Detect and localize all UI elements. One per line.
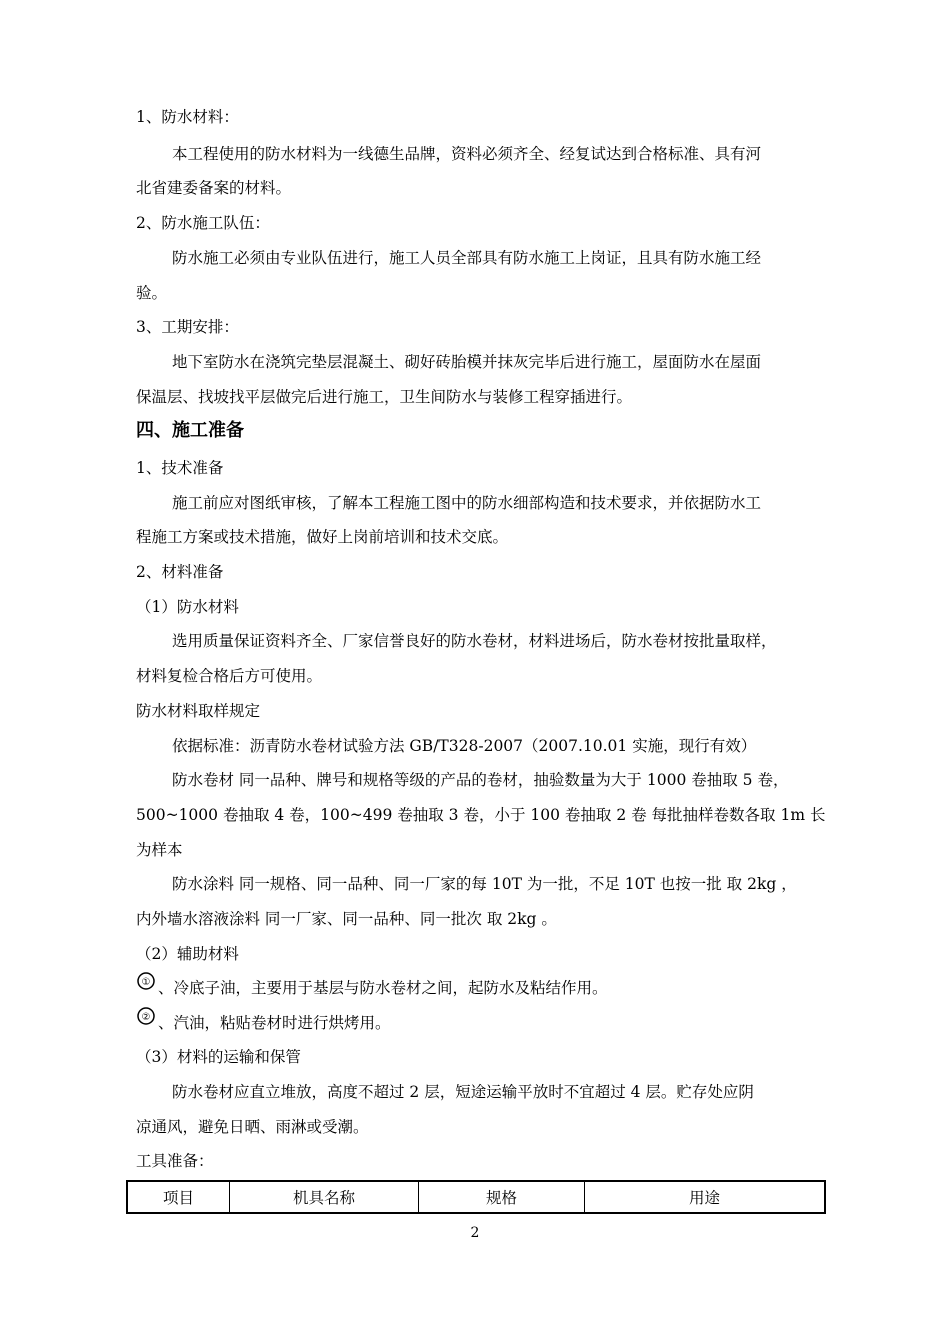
paragraph-line: 500~1000 卷抽取 4 卷，100~499 卷抽取 3 卷，小于 100 卷抽取 2 卷 每批抽样卷数各取 1m 长	[136, 806, 826, 824]
tools-table	[126, 1180, 826, 1214]
bullet-label: ①	[141, 977, 151, 988]
paragraph-line: 地下室防水在浇筑完垫层混凝土、砌好砖胎模并抹灰完毕后进行施工，屋面防水在屋面	[172, 353, 762, 371]
table-header-spec: 规格	[419, 1181, 585, 1213]
paragraph-line: 保温层、找坡找平层做完后进行施工，卫生间防水与装修工程穿插进行。	[136, 388, 633, 406]
paragraph-line: 北省建委备案的材料。	[136, 179, 292, 197]
subsection-title: （2）辅助材料	[136, 945, 239, 963]
subsection-title: （3）材料的运输和保管	[136, 1048, 301, 1066]
table-header-item: 项目	[127, 1181, 230, 1213]
table-header-tool-name: 机具名称	[230, 1181, 419, 1213]
numbered-bullet-2-icon	[136, 1007, 158, 1029]
paragraph-line: 防水卷材 同一品种、牌号和规格等级的产品的卷材，抽验数量为大于 1000 卷抽取 5 卷，	[172, 771, 789, 789]
paragraph-line: 验。	[136, 284, 168, 302]
paragraph-line: 内外墙水溶液涂料 同一厂家、同一品种、同一批次 取 2kg 。	[136, 910, 557, 928]
paragraph-line: 依据标准：沥青防水卷材试验方法 GB/T328-2007（2007.10.01 实施，现行有效）	[172, 737, 757, 755]
paragraph-line: 凉通风，避免日晒、雨淋或受潮。	[136, 1118, 369, 1136]
section-title-schedule: 3、工期安排：	[136, 318, 239, 336]
tools-title: 工具准备：	[136, 1152, 214, 1170]
paragraph-line: 防水施工必须由专业队伍进行，施工人员全部具有防水施工上岗证，且具有防水施工经	[172, 249, 762, 267]
paragraph-line: 材料复检合格后方可使用。	[136, 667, 323, 685]
numbered-bullet-1-icon	[136, 972, 158, 994]
paragraph-line: 、冷底子油，主要用于基层与防水卷材之间，起防水及粘结作用。	[158, 979, 608, 997]
paragraph-line: 为样本	[136, 841, 183, 859]
paragraph-line: 程施工方案或技术措施，做好上岗前培训和技术交底。	[136, 528, 509, 546]
paragraph-line: 选用质量保证资料齐全、厂家信誉良好的防水卷材，材料进场后，防水卷材按批量取样，	[172, 632, 777, 650]
paragraph-line: 施工前应对图纸审核，了解本工程施工图中的防水细部构造和技术要求，并依据防水工	[172, 494, 762, 512]
paragraph-line: 防水卷材应直立堆放，高度不超过 2 层，短途运输平放时不宜超过 4 层。贮存处应阴	[172, 1083, 754, 1101]
table-header-row	[127, 1181, 825, 1213]
section-title-construction-team: 2、防水施工队伍：	[136, 214, 270, 232]
chapter-heading: 四、施工准备	[136, 420, 244, 441]
subsection-title: （1）防水材料	[136, 598, 239, 616]
section-title-technical-prep: 1、技术准备	[136, 459, 224, 477]
section-title-waterproof-material: 1、防水材料：	[136, 108, 239, 126]
paragraph-line: 防水涂料 同一规格、同一品种、同一厂家的每 10T 为一批，不足 10T 也按一批 取 2kg ，	[172, 875, 797, 893]
bullet-label: ②	[141, 1012, 151, 1023]
page-number: 2	[470, 1225, 480, 1241]
subsection-title: 防水材料取样规定	[136, 702, 261, 720]
section-title-material-prep: 2、材料准备	[136, 563, 224, 581]
paragraph-line: 本工程使用的防水材料为一线德生品牌，资料必须齐全、经复试达到合格标准、具有河	[172, 145, 762, 163]
table-header-usage: 用途	[585, 1181, 826, 1213]
paragraph-line: 、汽油，粘贴卷材时进行烘烤用。	[158, 1014, 391, 1032]
